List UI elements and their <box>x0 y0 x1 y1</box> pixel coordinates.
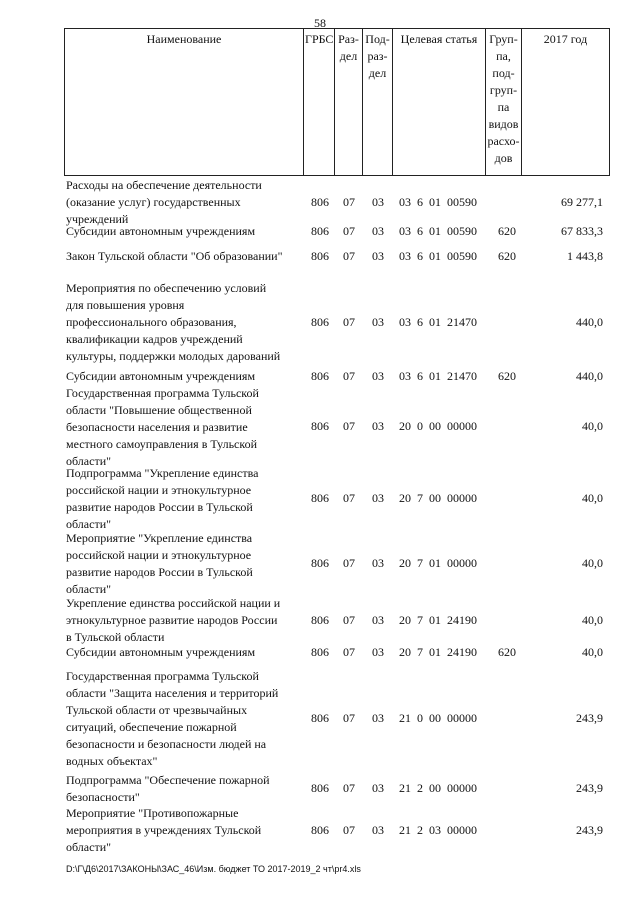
row-razdel: 07 <box>343 613 355 627</box>
row-grbs: 806 <box>311 645 329 659</box>
row-name: Расходы на обеспечение деятельности (оказание услуг) государственных учреждений <box>66 178 262 226</box>
row-podrazdel: 03 <box>372 491 384 505</box>
row-target-article: 03 6 01 00590 <box>399 195 477 209</box>
row-amount: 440,0 <box>576 315 603 329</box>
row-amount: 440,0 <box>576 369 603 383</box>
row-podrazdel: 03 <box>372 823 384 837</box>
row-amount: 243,9 <box>576 711 603 725</box>
header-target-article: Целевая статья <box>393 29 486 176</box>
row-razdel: 07 <box>343 419 355 433</box>
row-name: Государственная программа Тульской области "Защита населения и территорий Тульской области от чрезвычайных ситуаций, обеспечение пожарной безопасности и безопасности людей на водных объектах" <box>66 669 279 768</box>
header-year: 2017 год <box>522 29 610 176</box>
row-razdel: 07 <box>343 315 355 329</box>
row-podrazdel: 03 <box>372 224 384 238</box>
row-amount: 40,0 <box>582 419 603 433</box>
row-amount: 67 833,3 <box>561 224 603 238</box>
row-name: Мероприятие "Укрепление единства российской нации и этнокультурное развитие народов России в Тульской области" <box>66 531 253 596</box>
row-target-article: 20 7 01 24190 <box>399 645 477 659</box>
row-name: Подпрограмма "Укрепление единства российской нации и этнокультурное развитие народов России в Тульской области" <box>66 466 259 531</box>
row-grbs: 806 <box>311 224 329 238</box>
row-name: Субсидии автономным учреждениям <box>66 645 256 659</box>
row-amount: 40,0 <box>582 645 603 659</box>
row-podrazdel: 03 <box>372 195 384 209</box>
row-grbs: 806 <box>311 195 329 209</box>
row-target-article: 20 0 00 00000 <box>399 419 477 433</box>
row-grbs: 806 <box>311 491 329 505</box>
row-name: Подпрограмма "Обеспечение пожарной безопасности" <box>66 773 270 804</box>
row-target-article: 03 6 01 00590 <box>399 249 477 263</box>
page-number: 58 <box>314 16 326 30</box>
row-razdel: 07 <box>343 645 355 659</box>
row-group: 620 <box>498 369 516 383</box>
row-grbs: 806 <box>311 613 329 627</box>
header-razdel: Раз- дел <box>335 29 363 176</box>
row-podrazdel: 03 <box>372 249 384 263</box>
row-group: 620 <box>498 645 516 659</box>
row-amount: 1 443,8 <box>567 249 603 263</box>
row-amount: 243,9 <box>576 823 603 837</box>
row-grbs: 806 <box>311 249 329 263</box>
row-razdel: 07 <box>343 224 355 238</box>
row-grbs: 806 <box>311 315 329 329</box>
row-grbs: 806 <box>311 711 329 725</box>
row-target-article: 21 0 00 00000 <box>399 711 477 725</box>
row-razdel: 07 <box>343 491 355 505</box>
row-group: 620 <box>498 249 516 263</box>
header-grbs: ГРБС <box>304 29 335 176</box>
row-razdel: 07 <box>343 711 355 725</box>
row-target-article: 20 7 00 00000 <box>399 491 477 505</box>
row-name: Мероприятия по обеспечению условий для повышения уровня профессионального образования, квалификации кадров учреждений культуры, поддержки молодых дарований <box>66 281 281 363</box>
row-target-article: 03 6 01 21470 <box>399 369 477 383</box>
row-amount: 69 277,1 <box>561 195 603 209</box>
row-target-article: 21 2 00 00000 <box>399 781 477 795</box>
row-podrazdel: 03 <box>372 645 384 659</box>
row-name: Закон Тульской области "Об образовании" <box>66 249 283 263</box>
row-razdel: 07 <box>343 781 355 795</box>
row-name: Субсидии автономным учреждениям <box>66 224 256 238</box>
row-target-article: 21 2 03 00000 <box>399 823 477 837</box>
row-grbs: 806 <box>311 369 329 383</box>
row-podrazdel: 03 <box>372 556 384 570</box>
row-podrazdel: 03 <box>372 781 384 795</box>
row-name: Укрепление единства российской нации и этнокультурное развитие народов России в Тульской области <box>66 596 281 644</box>
row-name: Субсидии автономным учреждениям <box>66 369 256 383</box>
row-grbs: 806 <box>311 823 329 837</box>
row-amount: 243,9 <box>576 781 603 795</box>
row-target-article: 20 7 01 00000 <box>399 556 477 570</box>
row-razdel: 07 <box>343 823 355 837</box>
row-amount: 40,0 <box>582 556 603 570</box>
row-razdel: 07 <box>343 556 355 570</box>
row-target-article: 20 7 01 24190 <box>399 613 477 627</box>
row-target-article: 03 6 01 21470 <box>399 315 477 329</box>
row-podrazdel: 03 <box>372 613 384 627</box>
row-grbs: 806 <box>311 556 329 570</box>
header-podrazdel: Под- раз- дел <box>363 29 393 176</box>
row-name: Государственная программа Тульской области "Повышение общественной безопасности населения и развитие местного самоуправления в Тульской области" <box>66 386 259 468</box>
row-group: 620 <box>498 224 516 238</box>
row-podrazdel: 03 <box>372 711 384 725</box>
row-razdel: 07 <box>343 249 355 263</box>
row-podrazdel: 03 <box>372 419 384 433</box>
file-path-footer: D:\Г\Д6\2017\ЗАКОНЫ\ЗАС_46\Изм. бюджет ТО 2017-2019_2 чт\pr4.xls <box>66 864 361 874</box>
row-target-article: 03 6 01 00590 <box>399 224 477 238</box>
row-name: Мероприятие "Противопожарные мероприятия в учреждениях Тульской области" <box>66 806 262 854</box>
header-group: Груп- па, под- груп- па видов расхо- дов <box>486 29 522 176</box>
row-amount: 40,0 <box>582 613 603 627</box>
row-amount: 40,0 <box>582 491 603 505</box>
row-razdel: 07 <box>343 369 355 383</box>
row-grbs: 806 <box>311 781 329 795</box>
row-podrazdel: 03 <box>372 369 384 383</box>
row-podrazdel: 03 <box>372 315 384 329</box>
row-grbs: 806 <box>311 419 329 433</box>
header-name: Наименование <box>65 29 304 176</box>
row-razdel: 07 <box>343 195 355 209</box>
